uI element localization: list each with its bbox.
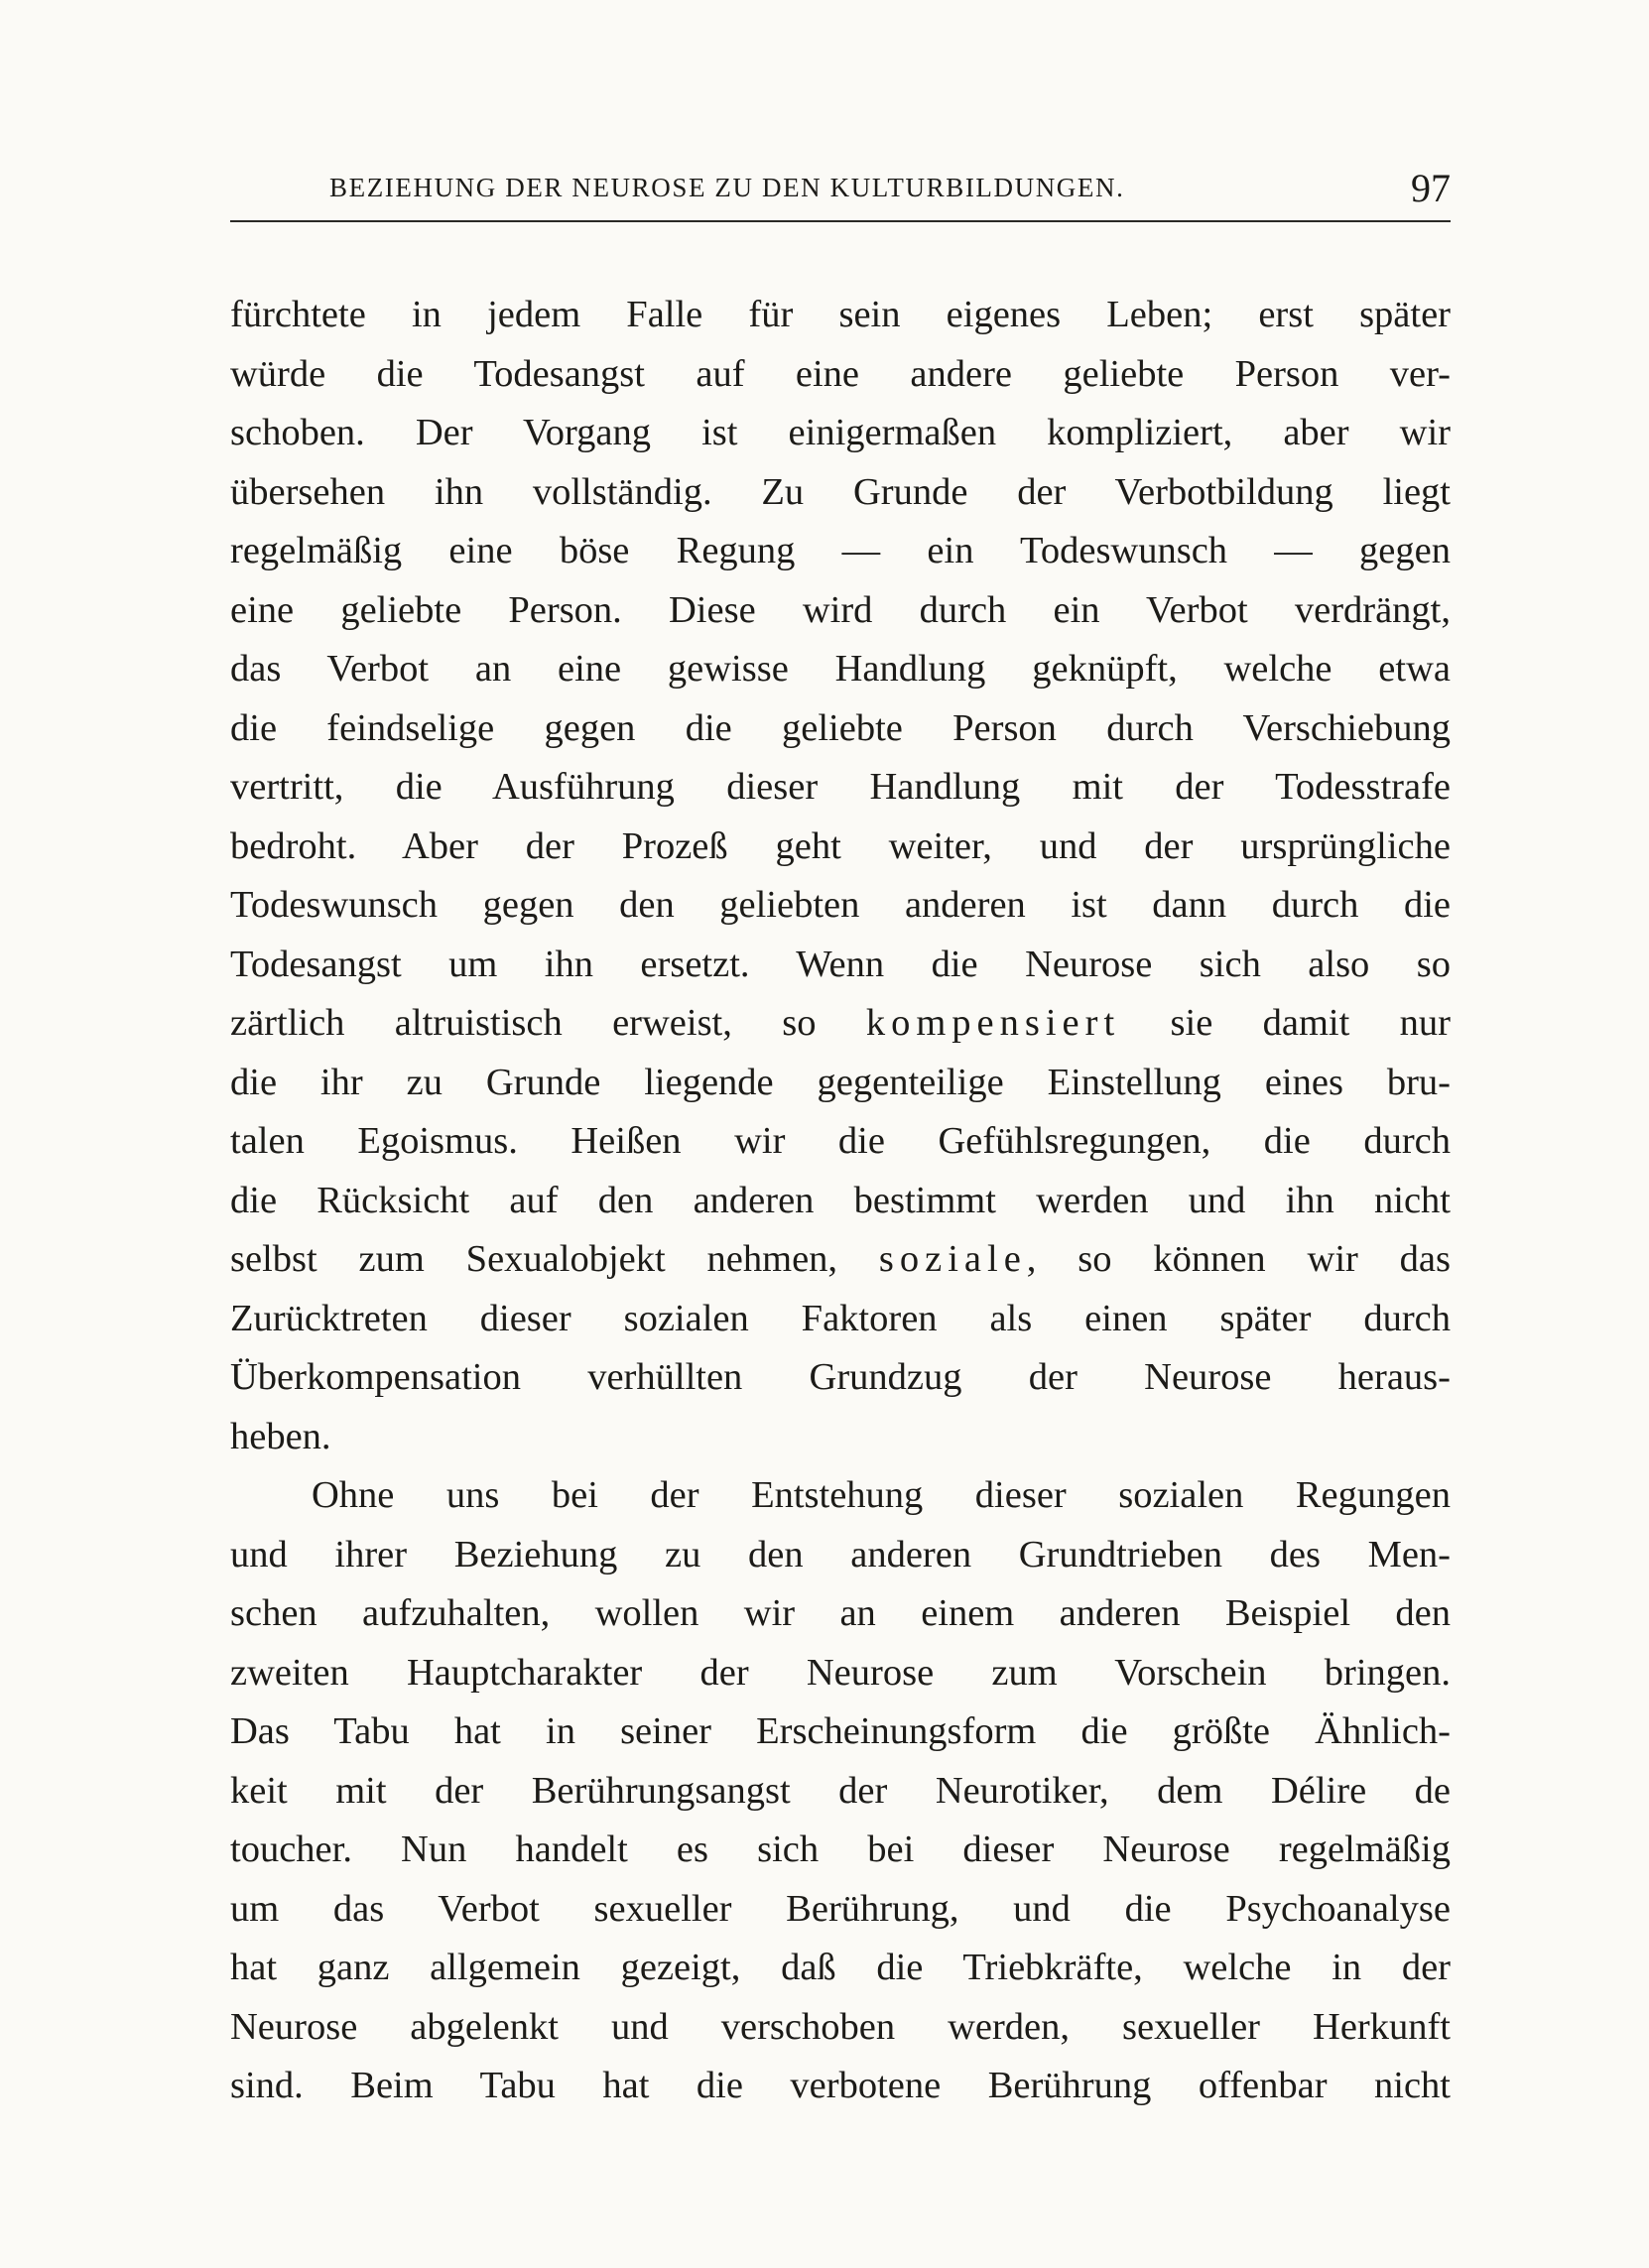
running-head	[230, 165, 1451, 220]
text-line: hat ganz allgemein gezeigt, daß die Triebkräfte, welche in der	[230, 1947, 1451, 1988]
text-segment: zärtlich altruistisch erweist, so	[230, 1002, 866, 1044]
text-line: keit mit der Berührungsangst der Neurotiker, dem Délire de	[230, 1769, 1451, 1812]
text-line: Zurücktreten dieser sozialen Faktoren als einen später durch	[230, 1297, 1451, 1339]
body-text	[230, 286, 1451, 2116]
text-line: würde die Todesangst auf eine andere geliebte Person ver-	[230, 352, 1451, 395]
text-line: Überkompensation verhüllten Grundzug der Neurose heraus-	[230, 1356, 1451, 1398]
text-line: und ihrer Beziehung zu den anderen Grundtrieben des Men-	[230, 1533, 1451, 1575]
text-line	[230, 1230, 1451, 1290]
text-line: die ihr zu Grunde liegende gegenteilige Einstellung eines bru-	[230, 1061, 1451, 1103]
spaced-emphasis: kompensiert	[865, 1002, 1121, 1044]
text-line: talen Egoismus. Heißen wir die Gefühlsregungen, die durch	[230, 1120, 1451, 1162]
text-line: fürchtete in jedem Falle für sein eigenes Leben; erst später	[230, 294, 1451, 335]
text-line: Todeswunsch gegen den geliebten anderen ist dann durch die	[230, 884, 1451, 926]
text-line: übersehen ihn vollständig. Zu Grunde der Verbotbildung liegt	[230, 470, 1451, 513]
text-line: die feindselige gegen die geliebte Person durch Verschiebung	[230, 706, 1451, 749]
text-line: vertritt, die Ausführung dieser Handlung mit der Todesstrafe	[230, 766, 1451, 808]
text-line: um das Verbot sexueller Berührung, und die Psychoanalyse	[230, 1887, 1451, 1930]
text-line: Neurose abgelenkt und verschoben werden, sexueller Herkunft	[230, 2005, 1451, 2048]
header-rule	[230, 220, 1451, 222]
book-page	[230, 0, 1451, 2268]
text-line: toucher. Nun handelt es sich bei dieser Neurose regelmäßig	[230, 1828, 1451, 1870]
text-line: die Rücksicht auf den anderen bestimmt werden und ihn nicht	[230, 1179, 1451, 1221]
spaced-emphasis: soziale	[878, 1238, 1027, 1280]
text-segment: selbst zum Sexualobjekt nehmen,	[230, 1238, 879, 1280]
text-line: schen aufzuhalten, wollen wir an einem anderen Beispiel den	[230, 1592, 1451, 1634]
text-line: Todesangst um ihn ersetzt. Wenn die Neurose sich also so	[230, 943, 1451, 985]
text-line: das Verbot an eine gewisse Handlung geknüpft, welche etwa	[230, 648, 1451, 690]
text-line: Das Tabu hat in seiner Erscheinungsform die größte Ähnlich-	[230, 1710, 1451, 1752]
text-line: schoben. Der Vorgang ist einigermaßen kompliziert, aber wir	[230, 412, 1451, 453]
text-line: zweiten Hauptcharakter der Neurose zum Vorschein bringen.	[230, 1651, 1451, 1694]
text-line: sind. Beim Tabu hat die verbotene Berührung offenbar nicht	[230, 2065, 1451, 2106]
text-segment: , so können wir das	[1026, 1238, 1451, 1280]
text-line	[230, 994, 1451, 1054]
text-line: bedroht. Aber der Prozeß geht weiter, und der ursprüngliche	[230, 824, 1451, 867]
text-line: Ohne uns bei der Entstehung dieser sozialen Regungen	[312, 1474, 1451, 1516]
text-segment: sie damit nur	[1120, 1002, 1451, 1044]
page-number: 97	[1411, 166, 1451, 210]
text-line: heben.	[230, 1415, 331, 1457]
text-line: regelmäßig eine böse Regung — ein Todeswunsch — gegen	[230, 530, 1451, 571]
text-line: eine geliebte Person. Diese wird durch ein Verbot verdrängt,	[230, 588, 1451, 631]
running-title: BEZIEHUNG DER NEUROSE ZU DEN KULTURBILDUNGEN.	[329, 173, 1125, 202]
